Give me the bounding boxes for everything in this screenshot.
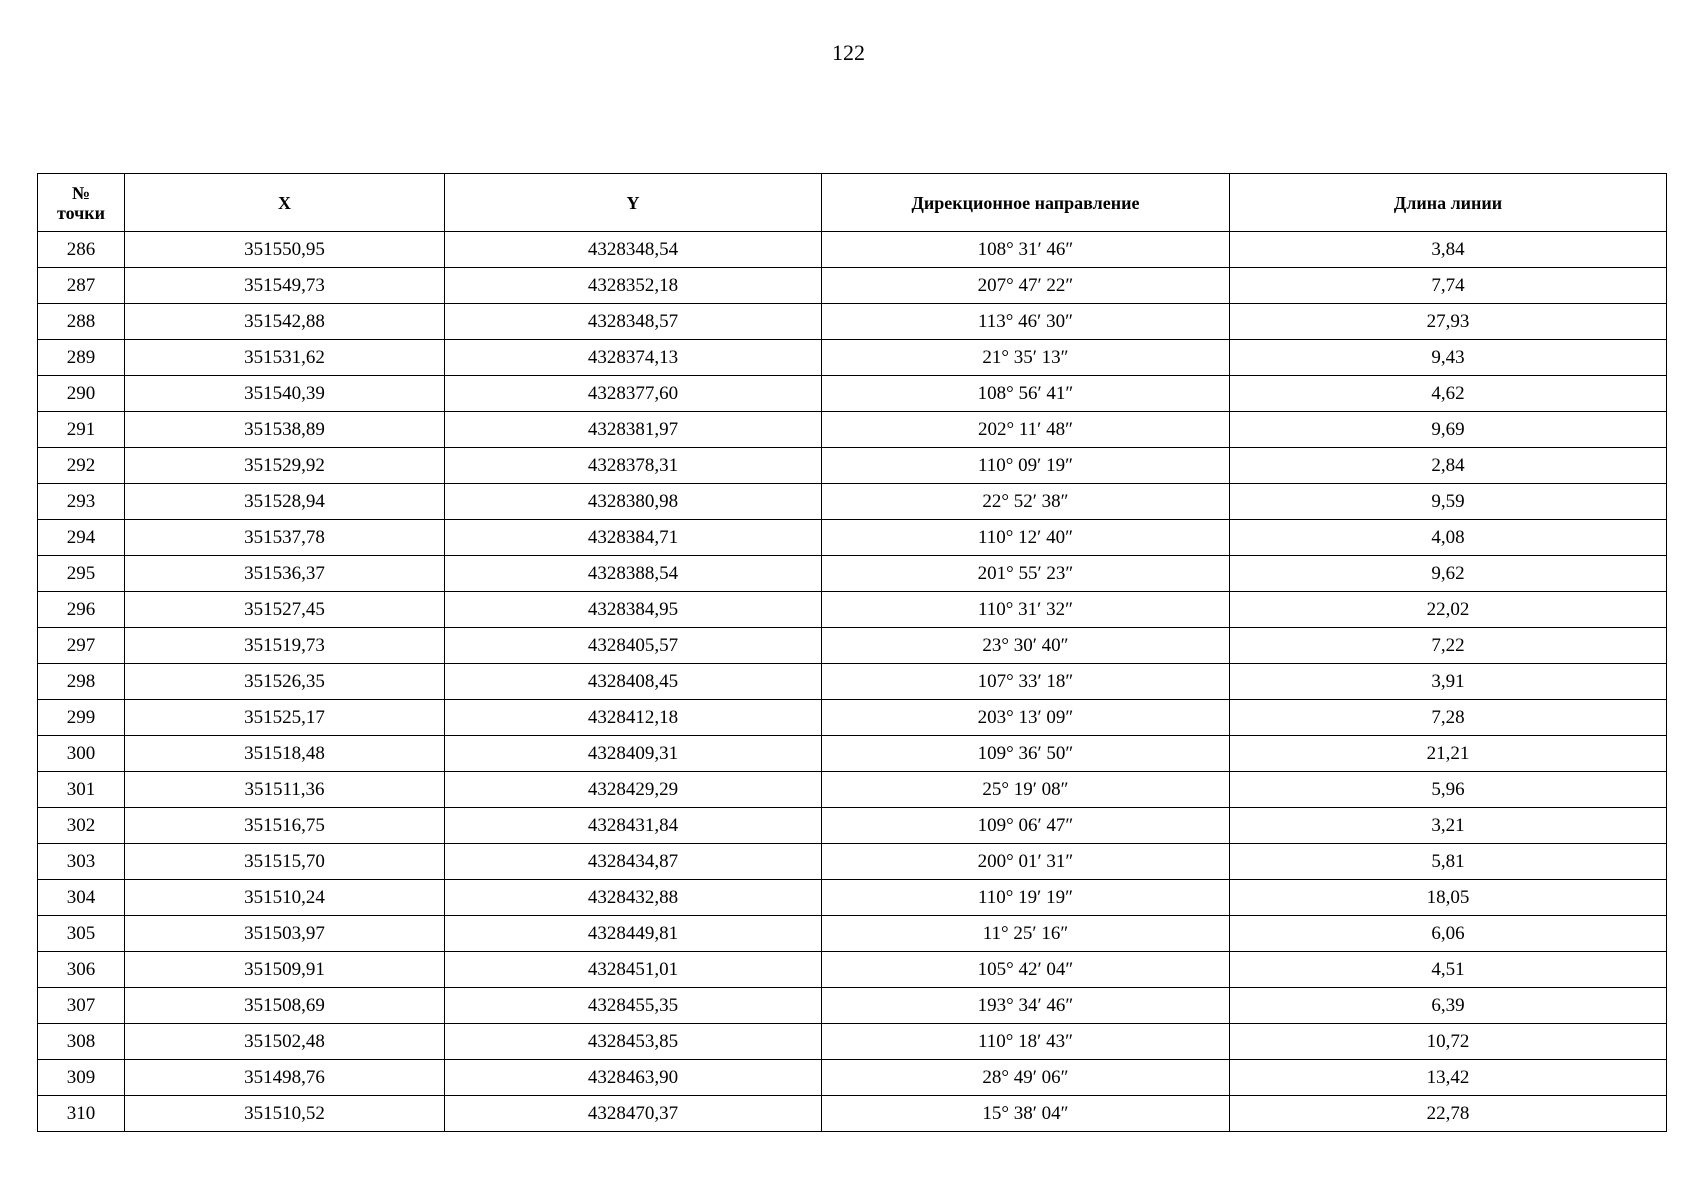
y-cell: 4328431,84 bbox=[445, 808, 822, 844]
x-cell: 351502,48 bbox=[125, 1024, 445, 1060]
table-row bbox=[38, 1060, 1667, 1096]
x-cell: 351510,24 bbox=[125, 880, 445, 916]
length-cell: 9,43 bbox=[1230, 340, 1667, 376]
table-row bbox=[38, 664, 1667, 700]
direction-cell: 108° 31′ 46″ bbox=[822, 232, 1230, 268]
direction-cell: 107° 33′ 18″ bbox=[822, 664, 1230, 700]
x-cell: 351536,37 bbox=[125, 556, 445, 592]
length-cell: 10,72 bbox=[1230, 1024, 1667, 1060]
y-cell: 4328388,54 bbox=[445, 556, 822, 592]
x-cell: 351550,95 bbox=[125, 232, 445, 268]
length-cell: 4,51 bbox=[1230, 952, 1667, 988]
page-number: 122 bbox=[832, 40, 865, 65]
direction-cell: 28° 49′ 06″ bbox=[822, 1060, 1230, 1096]
table-row bbox=[38, 700, 1667, 736]
length-cell: 6,06 bbox=[1230, 916, 1667, 952]
point-number-cell: 293 bbox=[38, 484, 125, 520]
table-body bbox=[38, 232, 1667, 1132]
point-number-cell: 294 bbox=[38, 520, 125, 556]
direction-cell: 15° 38′ 04″ bbox=[822, 1096, 1230, 1132]
y-cell: 4328348,57 bbox=[445, 304, 822, 340]
table-row bbox=[38, 844, 1667, 880]
point-number-cell: 287 bbox=[38, 268, 125, 304]
table-row bbox=[38, 952, 1667, 988]
point-number-cell: 309 bbox=[38, 1060, 125, 1096]
point-number-cell: 292 bbox=[38, 448, 125, 484]
direction-cell: 23° 30′ 40″ bbox=[822, 628, 1230, 664]
length-cell: 9,62 bbox=[1230, 556, 1667, 592]
header-direction: Дирекционное направление bbox=[822, 174, 1230, 232]
point-number-cell: 297 bbox=[38, 628, 125, 664]
y-cell: 4328405,57 bbox=[445, 628, 822, 664]
length-cell: 4,62 bbox=[1230, 376, 1667, 412]
table-row bbox=[38, 268, 1667, 304]
length-cell: 3,84 bbox=[1230, 232, 1667, 268]
table-row bbox=[38, 556, 1667, 592]
point-number-cell: 291 bbox=[38, 412, 125, 448]
point-number-cell: 290 bbox=[38, 376, 125, 412]
direction-cell: 193° 34′ 46″ bbox=[822, 988, 1230, 1024]
direction-cell: 21° 35′ 13″ bbox=[822, 340, 1230, 376]
header-y: Y bbox=[445, 174, 822, 232]
x-cell: 351540,39 bbox=[125, 376, 445, 412]
length-cell: 27,93 bbox=[1230, 304, 1667, 340]
x-cell: 351526,35 bbox=[125, 664, 445, 700]
table-row bbox=[38, 628, 1667, 664]
table-row bbox=[38, 916, 1667, 952]
x-cell: 351531,62 bbox=[125, 340, 445, 376]
table-row bbox=[38, 232, 1667, 268]
point-number-cell: 301 bbox=[38, 772, 125, 808]
y-cell: 4328348,54 bbox=[445, 232, 822, 268]
table-row bbox=[38, 376, 1667, 412]
y-cell: 4328453,85 bbox=[445, 1024, 822, 1060]
table-row bbox=[38, 1024, 1667, 1060]
y-cell: 4328449,81 bbox=[445, 916, 822, 952]
point-number-cell: 288 bbox=[38, 304, 125, 340]
direction-cell: 110° 31′ 32″ bbox=[822, 592, 1230, 628]
direction-cell: 11° 25′ 16″ bbox=[822, 916, 1230, 952]
x-cell: 351549,73 bbox=[125, 268, 445, 304]
point-number-cell: 289 bbox=[38, 340, 125, 376]
x-cell: 351509,91 bbox=[125, 952, 445, 988]
table-row bbox=[38, 772, 1667, 808]
x-cell: 351511,36 bbox=[125, 772, 445, 808]
length-cell: 9,69 bbox=[1230, 412, 1667, 448]
length-cell: 7,28 bbox=[1230, 700, 1667, 736]
direction-cell: 109° 06′ 47″ bbox=[822, 808, 1230, 844]
length-cell: 7,22 bbox=[1230, 628, 1667, 664]
direction-cell: 200° 01′ 31″ bbox=[822, 844, 1230, 880]
x-cell: 351528,94 bbox=[125, 484, 445, 520]
header-point-number-symbol: № bbox=[71, 182, 91, 203]
y-cell: 4328429,29 bbox=[445, 772, 822, 808]
direction-cell: 22° 52′ 38″ bbox=[822, 484, 1230, 520]
header-point-number bbox=[38, 174, 125, 232]
length-cell: 7,74 bbox=[1230, 268, 1667, 304]
table-row bbox=[38, 592, 1667, 628]
length-cell: 21,21 bbox=[1230, 736, 1667, 772]
table-row bbox=[38, 304, 1667, 340]
header-length: Длина линии bbox=[1230, 174, 1667, 232]
direction-cell: 109° 36′ 50″ bbox=[822, 736, 1230, 772]
direction-cell: 201° 55′ 23″ bbox=[822, 556, 1230, 592]
x-cell: 351498,76 bbox=[125, 1060, 445, 1096]
x-cell: 351537,78 bbox=[125, 520, 445, 556]
length-cell: 5,96 bbox=[1230, 772, 1667, 808]
point-number-cell: 300 bbox=[38, 736, 125, 772]
point-number-cell: 298 bbox=[38, 664, 125, 700]
y-cell: 4328352,18 bbox=[445, 268, 822, 304]
y-cell: 4328470,37 bbox=[445, 1096, 822, 1132]
x-cell: 351525,17 bbox=[125, 700, 445, 736]
direction-cell: 202° 11′ 48″ bbox=[822, 412, 1230, 448]
point-number-cell: 307 bbox=[38, 988, 125, 1024]
y-cell: 4328378,31 bbox=[445, 448, 822, 484]
direction-cell: 203° 13′ 09″ bbox=[822, 700, 1230, 736]
y-cell: 4328384,71 bbox=[445, 520, 822, 556]
y-cell: 4328451,01 bbox=[445, 952, 822, 988]
x-cell: 351538,89 bbox=[125, 412, 445, 448]
x-cell: 351516,75 bbox=[125, 808, 445, 844]
y-cell: 4328384,95 bbox=[445, 592, 822, 628]
y-cell: 4328455,35 bbox=[445, 988, 822, 1024]
direction-cell: 110° 18′ 43″ bbox=[822, 1024, 1230, 1060]
header-x: X bbox=[125, 174, 445, 232]
table-row bbox=[38, 520, 1667, 556]
table-row bbox=[38, 484, 1667, 520]
point-number-cell: 304 bbox=[38, 880, 125, 916]
point-number-cell: 295 bbox=[38, 556, 125, 592]
x-cell: 351515,70 bbox=[125, 844, 445, 880]
point-number-cell: 286 bbox=[38, 232, 125, 268]
header-point-number-label: точки bbox=[56, 202, 106, 223]
coordinates-table bbox=[37, 173, 1667, 1132]
x-cell: 351518,48 bbox=[125, 736, 445, 772]
direction-cell: 25° 19′ 08″ bbox=[822, 772, 1230, 808]
y-cell: 4328412,18 bbox=[445, 700, 822, 736]
direction-cell: 113° 46′ 30″ bbox=[822, 304, 1230, 340]
point-number-cell: 296 bbox=[38, 592, 125, 628]
x-cell: 351519,73 bbox=[125, 628, 445, 664]
point-number-cell: 306 bbox=[38, 952, 125, 988]
length-cell: 22,78 bbox=[1230, 1096, 1667, 1132]
length-cell: 13,42 bbox=[1230, 1060, 1667, 1096]
point-number-cell: 305 bbox=[38, 916, 125, 952]
y-cell: 4328408,45 bbox=[445, 664, 822, 700]
table-row bbox=[38, 808, 1667, 844]
table-row bbox=[38, 988, 1667, 1024]
y-cell: 4328434,87 bbox=[445, 844, 822, 880]
x-cell: 351508,69 bbox=[125, 988, 445, 1024]
direction-cell: 108° 56′ 41″ bbox=[822, 376, 1230, 412]
y-cell: 4328381,97 bbox=[445, 412, 822, 448]
y-cell: 4328463,90 bbox=[445, 1060, 822, 1096]
table-row bbox=[38, 1096, 1667, 1132]
y-cell: 4328409,31 bbox=[445, 736, 822, 772]
table-row bbox=[38, 412, 1667, 448]
point-number-cell: 303 bbox=[38, 844, 125, 880]
direction-cell: 105° 42′ 04″ bbox=[822, 952, 1230, 988]
table-row bbox=[38, 340, 1667, 376]
direction-cell: 110° 12′ 40″ bbox=[822, 520, 1230, 556]
y-cell: 4328374,13 bbox=[445, 340, 822, 376]
y-cell: 4328432,88 bbox=[445, 880, 822, 916]
x-cell: 351503,97 bbox=[125, 916, 445, 952]
point-number-cell: 310 bbox=[38, 1096, 125, 1132]
table-row bbox=[38, 736, 1667, 772]
length-cell: 3,91 bbox=[1230, 664, 1667, 700]
length-cell: 3,21 bbox=[1230, 808, 1667, 844]
y-cell: 4328377,60 bbox=[445, 376, 822, 412]
x-cell: 351527,45 bbox=[125, 592, 445, 628]
table-row bbox=[38, 448, 1667, 484]
length-cell: 4,08 bbox=[1230, 520, 1667, 556]
length-cell: 6,39 bbox=[1230, 988, 1667, 1024]
table-header-row bbox=[38, 174, 1667, 232]
length-cell: 18,05 bbox=[1230, 880, 1667, 916]
length-cell: 9,59 bbox=[1230, 484, 1667, 520]
point-number-cell: 308 bbox=[38, 1024, 125, 1060]
direction-cell: 207° 47′ 22″ bbox=[822, 268, 1230, 304]
x-cell: 351510,52 bbox=[125, 1096, 445, 1132]
length-cell: 22,02 bbox=[1230, 592, 1667, 628]
length-cell: 2,84 bbox=[1230, 448, 1667, 484]
point-number-cell: 299 bbox=[38, 700, 125, 736]
length-cell: 5,81 bbox=[1230, 844, 1667, 880]
x-cell: 351529,92 bbox=[125, 448, 445, 484]
direction-cell: 110° 19′ 19″ bbox=[822, 880, 1230, 916]
direction-cell: 110° 09′ 19″ bbox=[822, 448, 1230, 484]
y-cell: 4328380,98 bbox=[445, 484, 822, 520]
point-number-cell: 302 bbox=[38, 808, 125, 844]
table-row bbox=[38, 880, 1667, 916]
x-cell: 351542,88 bbox=[125, 304, 445, 340]
